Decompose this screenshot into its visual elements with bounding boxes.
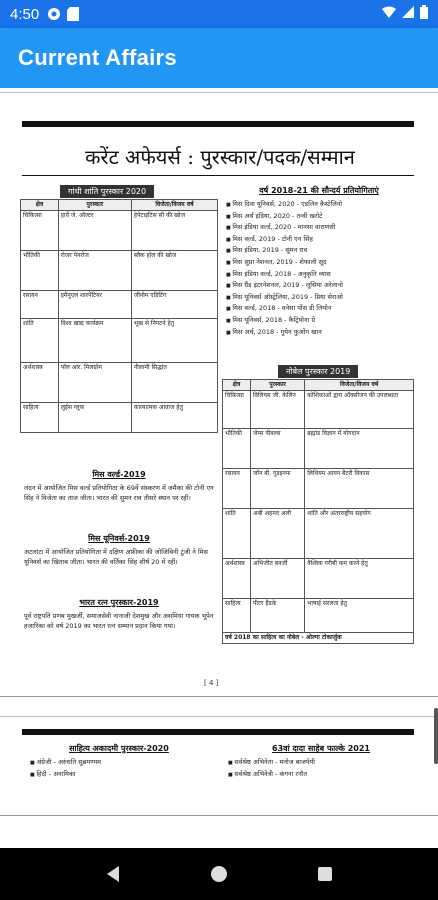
list-item: ■ मिस वर्ल्ड, 2018 - वनेसा पोंस डी लियोन (226, 303, 414, 315)
list-item: ■ हिंदी - अनामिका (30, 769, 218, 781)
list-item: ■ मिस दिवा यूनिवर्स, 2020 - एडलिन कैस्टेलिनो (226, 199, 414, 211)
table-cell: भाषाई सरलता हेतु (305, 599, 414, 633)
table-row (21, 251, 218, 291)
table-cell: विलियम जी. केलिन (250, 391, 304, 429)
page-heading: करेंट अफेयर्स : पुरस्कार/पदक/सम्मान (85, 145, 355, 169)
status-time: 4:50 (10, 5, 40, 23)
table-row (21, 319, 218, 363)
scrollbar-thumb[interactable] (434, 708, 438, 764)
document-viewer[interactable] (0, 88, 438, 848)
section-heading: मिस यूनिवर्स-2019 (88, 534, 150, 543)
table-cell: ब्रह्मांड विज्ञान में योगदान (305, 429, 414, 469)
table-cell: काव्यात्मक आवाज हेतु (131, 403, 217, 433)
table-cell: अर्थशास्त्र (223, 559, 251, 599)
section-text: अटलांटा में आयोजित प्रतियोगिता में दक्षिण अफ्रीका की जोजिबिनी टुंजी ने मिस यूनिवर्स का खिताब जीता। भारत की वर्तिका सिंह शीर्ष 20 में रहीं। (24, 548, 208, 566)
battery-icon (420, 5, 428, 23)
beauty-pageant-list (226, 199, 414, 338)
table-cell: अभिजीत बनर्जी (250, 559, 304, 599)
table-cell: वैश्विक गरीबी कम करने हेतु (305, 559, 414, 599)
app-title: Current Affairs (18, 45, 177, 70)
list-item: ■ मिस वर्ल्ड, 2019 - टोनी एन सिंह (226, 234, 414, 246)
table-cell: साहित्य (21, 403, 59, 433)
table-row (223, 559, 414, 599)
list-item: ■ मिस यूनिवर्स ऑस्ट्रेलिया, 2019 - प्रिया सेराओ (226, 292, 414, 304)
section-heading: भारत रत्न पुरस्कार-2019 (79, 598, 159, 607)
table-cell: पीटर हैंडके (250, 599, 304, 633)
table-header: विजेता/विजय वर्ष (305, 380, 414, 391)
home-button[interactable] (199, 854, 239, 894)
recents-icon (317, 866, 333, 882)
table-cell: ब्लैक होल की खोज (131, 251, 217, 291)
wifi-icon (382, 6, 396, 22)
list-item: ■ मिस इंडिया, 2019 - सुमन राव (226, 245, 414, 257)
film-award-list (228, 757, 416, 780)
table-row (223, 469, 414, 509)
table-footer: वर्ष 2018 का साहित्य का नोबेल - ओल्गा टोकार्जुक (223, 633, 414, 644)
table-cell: इमैनुएल शारपेंटियर (58, 291, 131, 319)
table-cell: हार्वे जे. ऑल्टर (58, 211, 131, 251)
list-item: ■ मिस अर्थ इंडिया, 2020 - तन्वी खरोटे (226, 211, 414, 223)
table-cell: नीलामी सिद्धांत (131, 363, 217, 403)
top-rule (22, 121, 414, 127)
table-row (21, 291, 218, 319)
table-cell: जीनोम एडिटिंग (131, 291, 217, 319)
table-footer-row (223, 633, 414, 644)
right-award-table (222, 379, 414, 644)
page-number: [ 4 ] (204, 679, 219, 687)
top-rule (22, 729, 414, 735)
table-cell: कोशिकाओं द्वारा ऑक्सीजन की उपलब्धता (305, 391, 414, 429)
document-page-2 (0, 716, 438, 816)
heading-rule (22, 175, 414, 176)
table-cell: शांति और अंतरराष्ट्रीय सहयोग (305, 509, 414, 559)
navigation-bar (0, 848, 438, 900)
signal-icon (402, 6, 414, 22)
table-cell: चिकित्सा (21, 211, 59, 251)
table-cell: रोजर पेनरोज (58, 251, 131, 291)
home-icon (210, 865, 228, 883)
table-cell: भौतिकी (223, 429, 251, 469)
table-cell: शांति (223, 509, 251, 559)
recents-button[interactable] (305, 854, 345, 894)
settings-icon (47, 7, 61, 21)
status-right-icons (382, 5, 428, 23)
status-bar (0, 0, 438, 28)
table-cell: विश्व खाद्य कार्यक्रम (58, 319, 131, 363)
right-box-title: नोबेल पुरस्कार 2019 (278, 365, 358, 378)
list-item: ■ मिस ग्रैंड इंटरनेशनल, 2019 - लूसिया अरेलानो (226, 280, 414, 292)
table-cell: रसायन (223, 469, 251, 509)
table-cell: लुईस ग्लुक (58, 403, 131, 433)
table-header: पुरस्कार (250, 380, 304, 391)
table-cell: लिथियम आयन बैटरी विकास (305, 469, 414, 509)
section-heading: साहित्य अकादमी पुरस्कार-2020 (69, 744, 169, 753)
section-text: लंदन में आयोजित मिस वर्ल्ड प्रतियोगिता के 69वें संस्करण में जमैका की टोनी एन सिंह ने विजेता का ताज जीता। भारत की सुमन राव तीसरे स्थान पर रहीं। (24, 484, 214, 502)
table-cell: हेपेटाइटिस सी की खोज (131, 211, 217, 251)
app-bar (0, 28, 438, 88)
table-header: पुरस्कार (58, 200, 131, 211)
list-item: ■ मिस इंडिया वर्ल्ड, 2018 - अनुकृति व्यास (226, 269, 414, 281)
table-row (21, 211, 218, 251)
table-row (223, 509, 414, 559)
table-cell: अबी अहमद अली (250, 509, 304, 559)
table-row (21, 363, 218, 403)
table-cell: अर्थशास्त्र (21, 363, 59, 403)
list-item: ■ मिस सुप्रा नेशनल, 2019 - शेफाली सूद (226, 257, 414, 269)
table-cell: शांति (21, 319, 59, 363)
section-heading: 63वां दादा साहेब फाल्के 2021 (272, 744, 370, 753)
right-list-heading: वर्ष 2018-21 की सौन्दर्य प्रतियोगिताएं (259, 186, 379, 195)
list-item: ■ मिस अर्थ, 2018 - गुयेन फुओंग खान (226, 327, 414, 339)
table-cell: पॉल आर. मिलग्रोम (58, 363, 131, 403)
table-header: विजेता/विजय वर्ष (131, 200, 217, 211)
document-page-1 (0, 92, 438, 697)
list-item: ■ सर्वश्रेष्ठ अभिनेत्री - कंगना रनौत (228, 769, 416, 781)
list-item: ■ मिस यूनिवर्स, 2018 - कैट्रियोना ग्रे (226, 315, 414, 327)
section-heading: मिस वर्ल्ड-2019 (92, 470, 146, 479)
back-icon (105, 865, 121, 883)
sd-card-icon (67, 7, 81, 21)
list-item: ■ सर्वश्रेष्ठ अभिनेता - मनोज बाजपेयी (228, 757, 416, 769)
table-header: क्षेत्र (21, 200, 59, 211)
table-row (223, 391, 414, 429)
table-cell: जॉन बी. गुडइनफ (250, 469, 304, 509)
table-row (223, 599, 414, 633)
table-row (223, 429, 414, 469)
literature-award-list (30, 757, 218, 780)
table-cell: साहित्य (223, 599, 251, 633)
table-header: क्षेत्र (223, 380, 251, 391)
left-box-title: गांधी शांति पुरस्कार 2020 (60, 185, 154, 198)
list-item: ■ अंग्रेजी - अरुंधति सुब्रमण्यम (30, 757, 218, 769)
table-cell: चिकित्सा (223, 391, 251, 429)
left-award-table (20, 199, 218, 433)
back-button[interactable] (93, 854, 133, 894)
table-row (21, 403, 218, 433)
table-cell: भूख से निपटने हेतु (131, 319, 217, 363)
table-cell: जेम्स पीबल्स (250, 429, 304, 469)
table-cell: रसायन (21, 291, 59, 319)
list-item: ■ मिस इंडिया वर्ल्ड, 2020 - मानसा वाराणसी (226, 222, 414, 234)
section-text: पूर्व राष्ट्रपति प्रणब मुखर्जी, समाजसेवी नानाजी देशमुख और असमिया गायक भूपेन हजारिका को वर्ष 2019 का भारत रत्न सम्मान प्रदान किया गया। (24, 612, 214, 630)
table-cell: भौतिकी (21, 251, 59, 291)
